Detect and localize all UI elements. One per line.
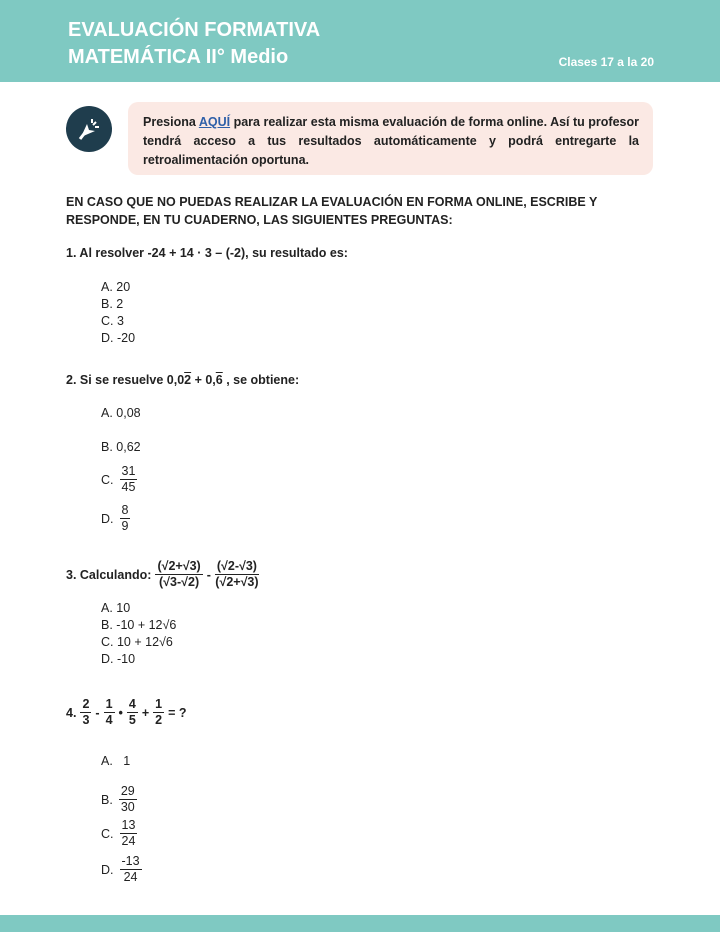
online-notice	[128, 102, 653, 175]
operator: = ?	[168, 705, 187, 720]
denominator: 9	[121, 519, 129, 533]
q2-text: 2. Si se resuelve	[66, 373, 167, 387]
fraction	[80, 697, 91, 728]
q1-option-d: D. -20	[101, 331, 136, 345]
q4-option-c	[101, 818, 137, 849]
numerator: 2	[82, 697, 90, 711]
notice-text: Presiona	[143, 115, 199, 129]
header-banner	[0, 0, 720, 82]
operator: -	[95, 705, 100, 720]
q2-b-repeat: 6	[215, 373, 223, 387]
denominator: (√3-√2)	[159, 575, 200, 589]
denominator: (√2+√3)	[215, 575, 259, 589]
title-line-2: MATEMÁTICA II° Medio	[68, 46, 289, 68]
q2-option-c	[101, 464, 137, 495]
instructions: EN CASO QUE NO PUEDAS REALIZAR LA EVALUACIÓN EN FORMA ONLINE, ESCRIBE Y RESPONDE, EN TU CUADERNO, LAS SIGUIENTES PREGUNTAS:	[66, 195, 598, 227]
label: C.	[101, 472, 114, 487]
fraction	[119, 784, 137, 815]
q3-option-a: A. 10	[101, 601, 131, 615]
question-4	[66, 697, 187, 728]
operator: -	[206, 567, 211, 582]
denominator: 45	[121, 480, 136, 494]
numerator: 4	[128, 697, 136, 711]
fraction	[120, 503, 131, 534]
operator: +	[141, 705, 150, 720]
q3-option-d: D. -10	[101, 652, 136, 666]
numerator: 8	[121, 503, 129, 517]
label: B.	[101, 792, 113, 807]
numerator: 1	[105, 697, 113, 711]
q4-option-b	[101, 784, 137, 815]
q1-option-b: B. 2	[101, 297, 124, 311]
label: D.	[101, 862, 114, 877]
q1-option-a: A. 20	[101, 280, 131, 294]
q4-label: 4.	[66, 705, 77, 720]
click-cursor-icon[interactable]	[66, 106, 112, 152]
fraction	[120, 464, 138, 495]
numerator: (√2+√3)	[157, 559, 201, 573]
q2-a: 0,0	[166, 373, 185, 387]
numerator: (√2-√3)	[216, 559, 257, 573]
title-line-1: EVALUACIÓN FORMATIVA	[68, 19, 321, 41]
label: D.	[101, 511, 114, 526]
question-1: 1. Al resolver -24 + 14 · 3 – (-2), su resultado es:	[66, 246, 348, 260]
q2-plus: + 0,	[191, 373, 216, 387]
q3-option-c: C. 10 + 12√6	[101, 635, 173, 649]
question-2	[66, 373, 299, 387]
numerator: 13	[121, 818, 136, 832]
fraction	[215, 559, 259, 590]
denominator: 4	[105, 713, 113, 727]
q2-a-repeat: 2	[184, 373, 192, 387]
denominator: 3	[82, 713, 90, 727]
footer-bar	[0, 915, 720, 932]
q2-option-a: A. 0,08	[101, 406, 141, 420]
label: C.	[101, 826, 114, 841]
denominator: 5	[128, 713, 136, 727]
q3-label: 3. Calculando:	[66, 567, 152, 582]
q3-option-b: B. -10 + 12√6	[101, 618, 177, 632]
question-3	[66, 559, 259, 590]
operator: •	[118, 705, 123, 720]
q2-tail: , se obtiene:	[222, 373, 300, 387]
page-title	[68, 17, 320, 71]
q4-option-d	[101, 854, 142, 885]
q2-option-d	[101, 503, 130, 534]
aqui-link[interactable]: AQUÍ	[198, 115, 231, 129]
denominator: 24	[123, 870, 138, 884]
numerator: 1	[155, 697, 163, 711]
fraction	[153, 697, 164, 728]
numerator: 31	[121, 464, 136, 478]
numerator: -13	[121, 854, 140, 868]
fraction	[120, 818, 138, 849]
fraction	[155, 559, 202, 590]
numerator: 29	[120, 784, 135, 798]
denominator: 2	[155, 713, 163, 727]
denominator: 24	[121, 834, 136, 848]
fraction	[120, 854, 142, 885]
notice-text-rest: para realizar esta misma evaluación de forma online. Así tu profesor tendrá acceso a tus resultados automáticamente y podrá entregarte la retroalimentación oportuna.	[143, 115, 639, 167]
fraction	[127, 697, 138, 728]
q2-option-b: B. 0,62	[101, 440, 141, 454]
q1-option-c: C. 3	[101, 314, 124, 328]
q4-option-a: A. 1	[101, 754, 131, 768]
fraction	[104, 697, 115, 728]
denominator: 30	[120, 800, 135, 814]
clases-label: Clases 17 a la 20	[558, 55, 654, 69]
